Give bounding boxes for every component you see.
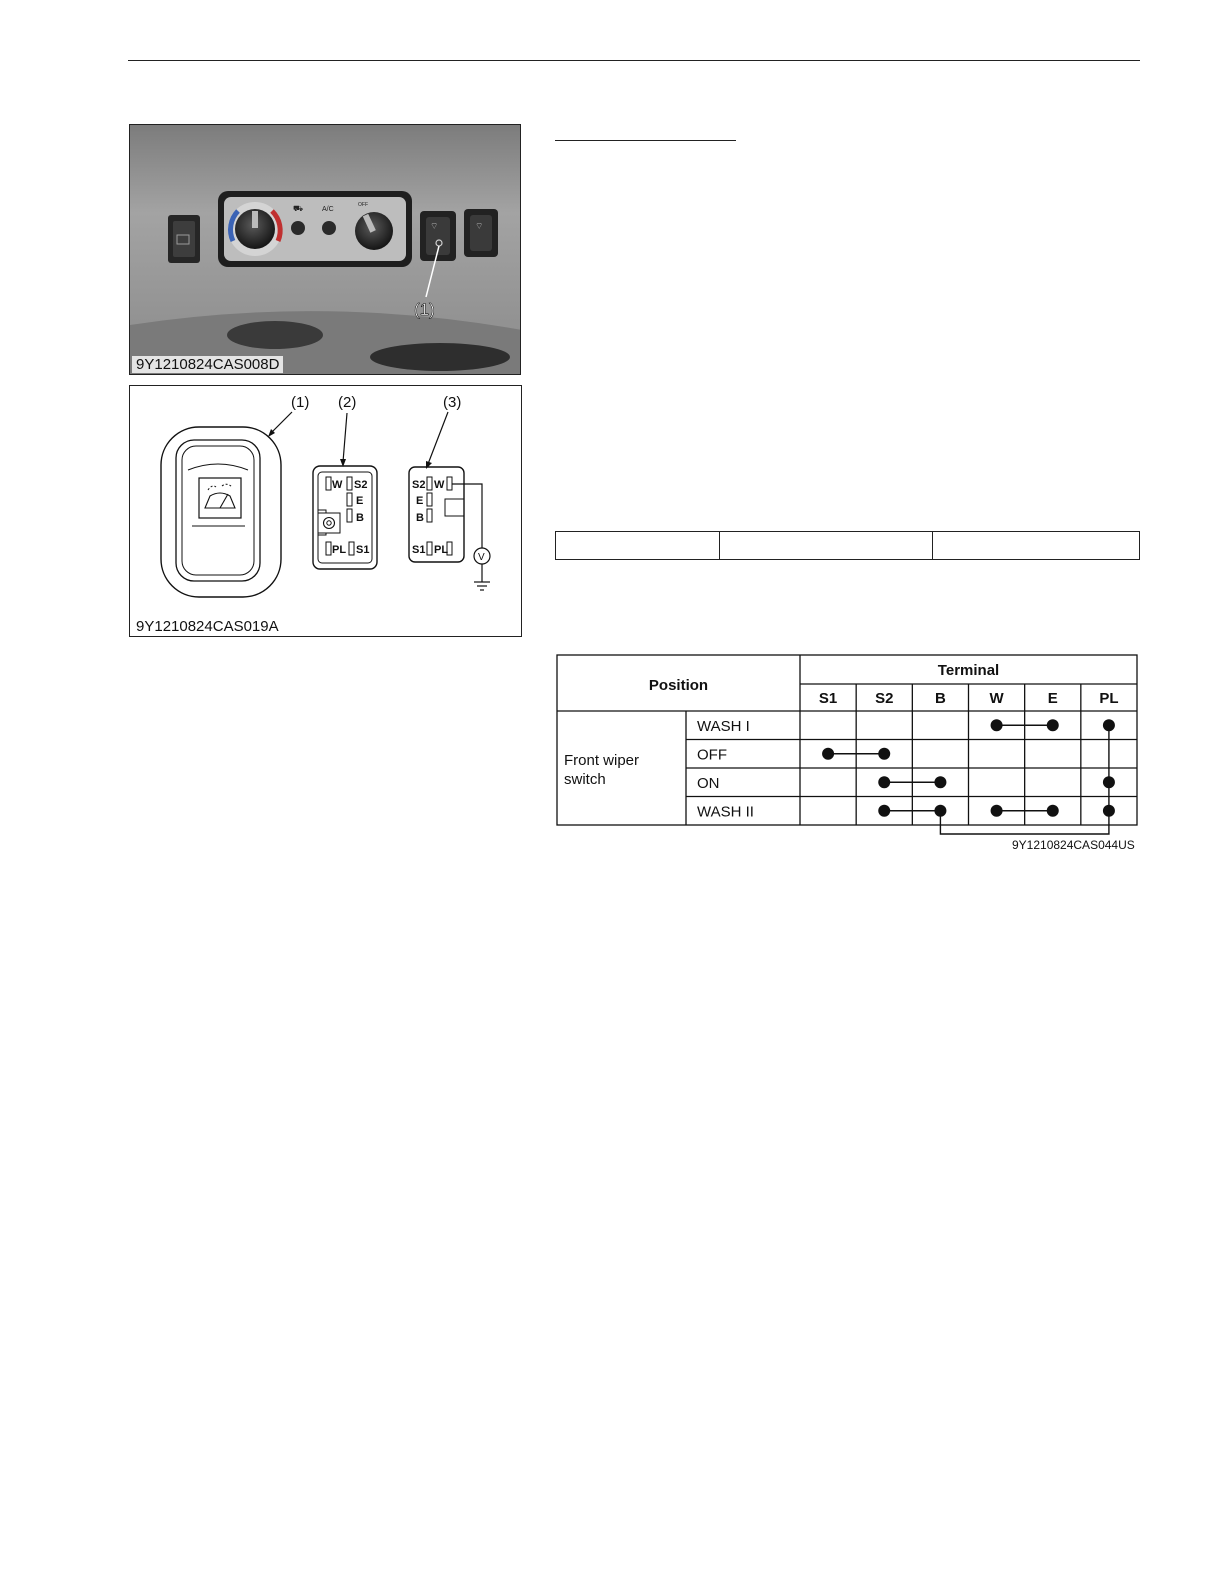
voltmeter-symbol: V <box>478 552 485 563</box>
switch-diagram <box>129 385 522 637</box>
terminal-label-s1: S1 <box>818 690 838 707</box>
conn2-label-pl: PL <box>332 544 347 556</box>
blank-cell <box>556 532 720 560</box>
connection-dot <box>991 719 1003 731</box>
position-label-off: OFF <box>697 746 727 764</box>
terminal-label-pl: PL <box>1099 690 1119 707</box>
connection-dot <box>1047 805 1059 817</box>
diagram-callout-1: (1) <box>291 394 310 411</box>
conn3-label-w: W <box>434 479 445 491</box>
conn3-label-pl: PL <box>434 544 449 556</box>
diagram-code: 9Y1210824CAS019A <box>136 618 279 635</box>
conn2-label-e: E <box>356 495 364 507</box>
connection-dot <box>1047 719 1059 731</box>
switch-name-line: Front wiper <box>564 752 640 769</box>
off-label: OFF <box>358 202 368 208</box>
dashboard-photo <box>129 124 521 375</box>
blank-cell <box>933 532 1140 560</box>
terminal-header: Terminal <box>937 662 1000 679</box>
conn2-label-s1: S1 <box>356 544 370 556</box>
position-label-wash-ii: WASH II <box>697 803 754 821</box>
terminal-label-e: E <box>1047 690 1058 707</box>
photo-code: 9Y1210824CAS008D <box>132 356 283 373</box>
wiper-icon <box>199 478 241 518</box>
dashboard-photo-drawing <box>130 125 521 375</box>
blank-cell <box>720 532 933 560</box>
conn3-label-b: B <box>416 512 424 524</box>
ac-label: A/C <box>322 206 334 213</box>
connection-dot <box>878 805 890 817</box>
connection-dot <box>934 776 946 788</box>
conn3-label-s1: S1 <box>412 544 426 556</box>
switch-diagram-drawing <box>130 386 522 637</box>
conn3-label-s2: S2 <box>412 479 426 491</box>
heading-underline <box>555 140 736 141</box>
connection-dot <box>878 748 890 760</box>
conn2-label-w: W <box>332 479 343 491</box>
rear-wiper-icon: ⌔ <box>475 222 484 232</box>
table-code: 9Y1210824CAS044US <box>1012 838 1135 852</box>
front-wiper-icon: ⌔ <box>430 222 439 232</box>
position-label-on: ON <box>697 774 720 792</box>
defrost-icon: ⛟ <box>293 204 304 213</box>
connection-dot <box>991 805 1003 817</box>
header-rule <box>128 60 1140 61</box>
terminal-continuity-table <box>556 654 1140 836</box>
position-label-wash-i: WASH I <box>697 717 750 735</box>
switch-name-line: switch <box>564 771 606 788</box>
connection-dot <box>878 776 890 788</box>
conn2-label-b: B <box>356 512 364 524</box>
blank-spec-table <box>555 531 1140 560</box>
position-header: Position <box>648 677 709 694</box>
photo-callout-1: (1) <box>414 300 435 319</box>
connection-dot <box>822 748 834 760</box>
terminal-label-s2: S2 <box>875 690 894 707</box>
conn2-label-s2: S2 <box>354 479 368 491</box>
diagram-callout-2: (2) <box>338 394 357 411</box>
conn3-label-e: E <box>416 495 424 507</box>
terminal-label-w: W <box>989 690 1004 707</box>
terminal-label-b: B <box>934 690 946 707</box>
diagram-callout-3: (3) <box>443 394 462 411</box>
